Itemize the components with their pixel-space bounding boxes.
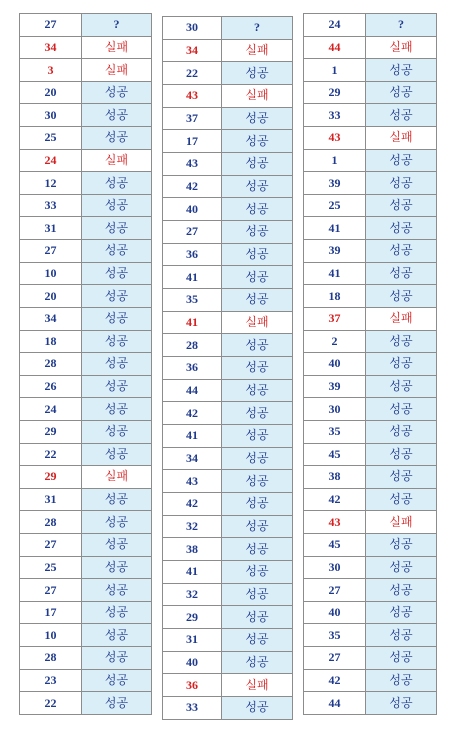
number-cell: 36 — [163, 243, 222, 266]
result-success-cell: 성공 — [82, 172, 152, 195]
result-success-cell: 성공 — [366, 240, 437, 263]
table-row — [163, 379, 293, 402]
number-cell: 27 — [20, 240, 82, 263]
result-success-cell: 성공 — [222, 62, 293, 85]
table-row — [20, 330, 152, 353]
number-cell: 44 — [163, 379, 222, 402]
table-row — [304, 217, 437, 240]
table-row — [304, 443, 437, 466]
results-table-1 — [19, 13, 152, 715]
table-row — [163, 402, 293, 425]
number-cell: 24 — [20, 398, 82, 421]
number-cell: 38 — [304, 466, 366, 489]
number-cell: 1 — [304, 59, 366, 82]
table-2-body — [163, 17, 293, 720]
result-success-cell: 성공 — [366, 262, 437, 285]
number-cell: 17 — [20, 601, 82, 624]
result-fail-cell: 실패 — [82, 59, 152, 82]
table-row — [163, 493, 293, 516]
result-success-cell: 성공 — [82, 330, 152, 353]
table-row — [163, 130, 293, 153]
table-header-row — [304, 14, 437, 37]
number-cell: 42 — [163, 402, 222, 425]
table-row — [304, 240, 437, 263]
table-row — [163, 606, 293, 629]
number-cell: 27 — [20, 534, 82, 557]
number-cell: 31 — [163, 629, 222, 652]
number-cell: 43 — [304, 127, 366, 150]
result-fail-cell: 실패 — [222, 85, 293, 108]
table-row — [20, 420, 152, 443]
number-cell: 38 — [163, 538, 222, 561]
result-success-cell: 성공 — [222, 198, 293, 221]
table-row — [20, 81, 152, 104]
result-success-cell: 성공 — [366, 601, 437, 624]
header-result-cell: ? — [366, 14, 437, 37]
number-cell: 32 — [163, 515, 222, 538]
result-success-cell: 성공 — [82, 240, 152, 263]
table-row — [163, 470, 293, 493]
number-cell: 41 — [304, 217, 366, 240]
number-cell: 43 — [163, 153, 222, 176]
number-cell: 33 — [20, 194, 82, 217]
table-row — [304, 127, 437, 150]
result-success-cell: 성공 — [366, 194, 437, 217]
result-success-cell: 성공 — [222, 515, 293, 538]
result-success-cell: 성공 — [222, 357, 293, 380]
table-row — [304, 647, 437, 670]
number-cell: 28 — [20, 647, 82, 670]
table-row — [304, 420, 437, 443]
number-cell: 36 — [163, 357, 222, 380]
table-row — [304, 330, 437, 353]
table-row — [304, 466, 437, 489]
number-cell: 10 — [20, 262, 82, 285]
table-row — [20, 285, 152, 308]
table-row — [163, 629, 293, 652]
result-success-cell: 성공 — [82, 217, 152, 240]
table-row — [304, 353, 437, 376]
number-cell: 44 — [304, 692, 366, 715]
table-row — [304, 149, 437, 172]
result-success-cell: 성공 — [366, 353, 437, 376]
number-cell: 10 — [20, 624, 82, 647]
number-cell: 41 — [163, 561, 222, 584]
number-cell: 22 — [163, 62, 222, 85]
number-cell: 33 — [163, 697, 222, 720]
number-cell: 35 — [304, 624, 366, 647]
result-success-cell: 성공 — [82, 127, 152, 150]
result-success-cell: 성공 — [222, 379, 293, 402]
result-success-cell: 성공 — [366, 556, 437, 579]
result-success-cell: 성공 — [366, 669, 437, 692]
table-row — [20, 262, 152, 285]
result-fail-cell: 실패 — [222, 311, 293, 334]
number-cell: 41 — [163, 266, 222, 289]
number-cell: 40 — [163, 651, 222, 674]
number-cell: 28 — [20, 353, 82, 376]
result-success-cell: 성공 — [222, 538, 293, 561]
number-cell: 25 — [20, 556, 82, 579]
number-cell: 43 — [163, 470, 222, 493]
result-success-cell: 성공 — [366, 692, 437, 715]
table-row — [20, 601, 152, 624]
result-success-cell: 성공 — [366, 398, 437, 421]
result-fail-cell: 실패 — [82, 466, 152, 489]
number-cell: 45 — [304, 443, 366, 466]
number-cell: 29 — [163, 606, 222, 629]
table-row — [304, 692, 437, 715]
result-success-cell: 성공 — [222, 493, 293, 516]
result-success-cell: 성공 — [366, 285, 437, 308]
result-success-cell: 성공 — [82, 556, 152, 579]
result-success-cell: 성공 — [366, 149, 437, 172]
header-number-cell: 30 — [163, 17, 222, 40]
number-cell: 41 — [163, 311, 222, 334]
number-cell: 34 — [163, 39, 222, 62]
result-fail-cell: 실패 — [82, 149, 152, 172]
result-success-cell: 성공 — [82, 353, 152, 376]
number-cell: 28 — [163, 334, 222, 357]
result-success-cell: 성공 — [366, 172, 437, 195]
number-cell: 26 — [20, 375, 82, 398]
result-success-cell: 성공 — [82, 285, 152, 308]
number-cell: 41 — [163, 425, 222, 448]
number-cell: 27 — [163, 221, 222, 244]
table-row — [20, 511, 152, 534]
result-success-cell: 성공 — [366, 375, 437, 398]
table-row — [163, 538, 293, 561]
table-row — [163, 289, 293, 312]
number-cell: 27 — [20, 579, 82, 602]
table-header-row — [163, 17, 293, 40]
number-cell: 31 — [20, 217, 82, 240]
result-success-cell: 성공 — [82, 443, 152, 466]
result-fail-cell: 실패 — [366, 36, 437, 59]
number-cell: 18 — [20, 330, 82, 353]
result-success-cell: 성공 — [222, 470, 293, 493]
result-success-cell: 성공 — [222, 153, 293, 176]
table-row — [163, 357, 293, 380]
table-row — [163, 515, 293, 538]
number-cell: 20 — [20, 81, 82, 104]
result-success-cell: 성공 — [366, 579, 437, 602]
number-cell: 20 — [20, 285, 82, 308]
result-success-cell: 성공 — [366, 534, 437, 557]
result-success-cell: 성공 — [82, 579, 152, 602]
table-row — [163, 153, 293, 176]
result-success-cell: 성공 — [366, 217, 437, 240]
result-success-cell: 성공 — [82, 511, 152, 534]
number-cell: 33 — [304, 104, 366, 127]
table-row — [163, 334, 293, 357]
result-success-cell: 성공 — [222, 583, 293, 606]
number-cell: 2 — [304, 330, 366, 353]
table-row — [20, 104, 152, 127]
result-success-cell: 성공 — [82, 262, 152, 285]
result-success-cell: 성공 — [222, 447, 293, 470]
table-row — [20, 375, 152, 398]
result-fail-cell: 실패 — [366, 127, 437, 150]
result-fail-cell: 실패 — [366, 511, 437, 534]
table-row — [163, 266, 293, 289]
result-fail-cell: 실패 — [222, 39, 293, 62]
table-3-body — [304, 14, 437, 715]
result-success-cell: 성공 — [366, 104, 437, 127]
number-cell: 39 — [304, 375, 366, 398]
result-fail-cell: 실패 — [366, 307, 437, 330]
table-row — [304, 172, 437, 195]
table-row — [20, 647, 152, 670]
table-row — [163, 221, 293, 244]
table-row — [163, 425, 293, 448]
table-row — [20, 579, 152, 602]
number-cell: 35 — [163, 289, 222, 312]
number-cell: 37 — [304, 307, 366, 330]
table-row — [20, 669, 152, 692]
result-success-cell: 성공 — [82, 104, 152, 127]
number-cell: 36 — [163, 674, 222, 697]
table-row — [163, 697, 293, 720]
result-success-cell: 성공 — [222, 130, 293, 153]
number-cell: 1 — [304, 149, 366, 172]
table-row — [20, 59, 152, 82]
number-cell: 40 — [304, 353, 366, 376]
table-row — [304, 579, 437, 602]
number-cell: 27 — [304, 647, 366, 670]
result-success-cell: 성공 — [366, 443, 437, 466]
table-row — [304, 59, 437, 82]
number-cell: 24 — [20, 149, 82, 172]
number-cell: 12 — [20, 172, 82, 195]
table-row — [304, 556, 437, 579]
result-success-cell: 성공 — [222, 221, 293, 244]
table-row — [163, 561, 293, 584]
result-success-cell: 성공 — [222, 243, 293, 266]
table-row — [163, 447, 293, 470]
table-row — [304, 375, 437, 398]
result-success-cell: 성공 — [222, 561, 293, 584]
result-success-cell: 성공 — [222, 175, 293, 198]
number-cell: 29 — [20, 466, 82, 489]
result-success-cell: 성공 — [82, 81, 152, 104]
number-cell: 28 — [20, 511, 82, 534]
result-success-cell: 성공 — [82, 669, 152, 692]
table-header-row — [20, 14, 152, 37]
table-row — [20, 488, 152, 511]
table-row — [163, 62, 293, 85]
result-success-cell: 성공 — [82, 194, 152, 217]
results-table-3 — [303, 13, 437, 715]
result-success-cell: 성공 — [222, 425, 293, 448]
table-1-body — [20, 14, 152, 715]
number-cell: 25 — [304, 194, 366, 217]
table-row — [20, 692, 152, 715]
result-success-cell: 성공 — [222, 651, 293, 674]
table-row — [304, 601, 437, 624]
header-result-cell: ? — [222, 17, 293, 40]
result-success-cell: 성공 — [82, 534, 152, 557]
number-cell: 25 — [20, 127, 82, 150]
table-row — [20, 556, 152, 579]
table-row — [163, 651, 293, 674]
result-success-cell: 성공 — [366, 647, 437, 670]
result-success-cell: 성공 — [82, 307, 152, 330]
result-success-cell: 성공 — [366, 420, 437, 443]
result-success-cell: 성공 — [222, 289, 293, 312]
table-row — [163, 674, 293, 697]
number-cell: 29 — [20, 420, 82, 443]
number-cell: 40 — [304, 601, 366, 624]
table-row — [20, 307, 152, 330]
number-cell: 42 — [304, 488, 366, 511]
number-cell: 30 — [304, 398, 366, 421]
result-success-cell: 성공 — [222, 629, 293, 652]
number-cell: 31 — [20, 488, 82, 511]
result-success-cell: 성공 — [82, 692, 152, 715]
table-row — [304, 81, 437, 104]
result-success-cell: 성공 — [222, 697, 293, 720]
header-number-cell: 24 — [304, 14, 366, 37]
result-success-cell: 성공 — [82, 398, 152, 421]
table-row — [20, 149, 152, 172]
header-result-cell: ? — [82, 14, 152, 37]
table-row — [20, 194, 152, 217]
number-cell: 42 — [304, 669, 366, 692]
table-row — [304, 624, 437, 647]
number-cell: 43 — [163, 85, 222, 108]
result-success-cell: 성공 — [222, 107, 293, 130]
results-table-2 — [162, 16, 293, 720]
table-row — [20, 36, 152, 59]
table-row — [163, 311, 293, 334]
table-row — [163, 107, 293, 130]
number-cell: 42 — [163, 175, 222, 198]
number-cell: 39 — [304, 172, 366, 195]
table-row — [304, 285, 437, 308]
number-cell: 29 — [304, 81, 366, 104]
number-cell: 27 — [304, 579, 366, 602]
table-row — [304, 262, 437, 285]
result-success-cell: 성공 — [222, 334, 293, 357]
number-cell: 34 — [20, 307, 82, 330]
header-number-cell: 27 — [20, 14, 82, 37]
result-success-cell: 성공 — [366, 466, 437, 489]
table-row — [304, 36, 437, 59]
number-cell: 22 — [20, 443, 82, 466]
number-cell: 30 — [20, 104, 82, 127]
table-row — [163, 198, 293, 221]
result-success-cell: 성공 — [82, 375, 152, 398]
table-row — [20, 217, 152, 240]
result-success-cell: 성공 — [222, 606, 293, 629]
number-cell: 35 — [304, 420, 366, 443]
number-cell: 34 — [20, 36, 82, 59]
table-row — [304, 669, 437, 692]
number-cell: 44 — [304, 36, 366, 59]
result-success-cell: 성공 — [366, 624, 437, 647]
result-success-cell: 성공 — [82, 488, 152, 511]
table-row — [20, 624, 152, 647]
table-row — [20, 398, 152, 421]
result-success-cell: 성공 — [366, 59, 437, 82]
result-fail-cell: 실패 — [222, 674, 293, 697]
number-cell: 22 — [20, 692, 82, 715]
table-row — [20, 127, 152, 150]
result-success-cell: 성공 — [366, 81, 437, 104]
number-cell: 37 — [163, 107, 222, 130]
table-row — [163, 583, 293, 606]
number-cell: 3 — [20, 59, 82, 82]
table-row — [20, 172, 152, 195]
table-row — [304, 104, 437, 127]
table-row — [304, 488, 437, 511]
table-row — [20, 534, 152, 557]
result-success-cell: 성공 — [222, 402, 293, 425]
result-success-cell: 성공 — [82, 420, 152, 443]
table-row — [20, 443, 152, 466]
number-cell: 45 — [304, 534, 366, 557]
number-cell: 23 — [20, 669, 82, 692]
table-row — [163, 85, 293, 108]
table-row — [163, 39, 293, 62]
result-fail-cell: 실패 — [82, 36, 152, 59]
table-row — [304, 398, 437, 421]
result-success-cell: 성공 — [366, 330, 437, 353]
number-cell: 34 — [163, 447, 222, 470]
number-cell: 41 — [304, 262, 366, 285]
result-success-cell: 성공 — [82, 624, 152, 647]
number-cell: 43 — [304, 511, 366, 534]
table-row — [163, 243, 293, 266]
result-success-cell: 성공 — [222, 266, 293, 289]
table-row — [163, 175, 293, 198]
result-success-cell: 성공 — [82, 601, 152, 624]
number-cell: 40 — [163, 198, 222, 221]
table-row — [304, 511, 437, 534]
table-row — [20, 466, 152, 489]
number-cell: 30 — [304, 556, 366, 579]
number-cell: 42 — [163, 493, 222, 516]
table-row — [20, 353, 152, 376]
number-cell: 32 — [163, 583, 222, 606]
table-row — [304, 534, 437, 557]
number-cell: 39 — [304, 240, 366, 263]
table-row — [304, 194, 437, 217]
table-row — [304, 307, 437, 330]
result-success-cell: 성공 — [366, 488, 437, 511]
number-cell: 18 — [304, 285, 366, 308]
number-cell: 17 — [163, 130, 222, 153]
result-success-cell: 성공 — [82, 647, 152, 670]
table-row — [20, 240, 152, 263]
